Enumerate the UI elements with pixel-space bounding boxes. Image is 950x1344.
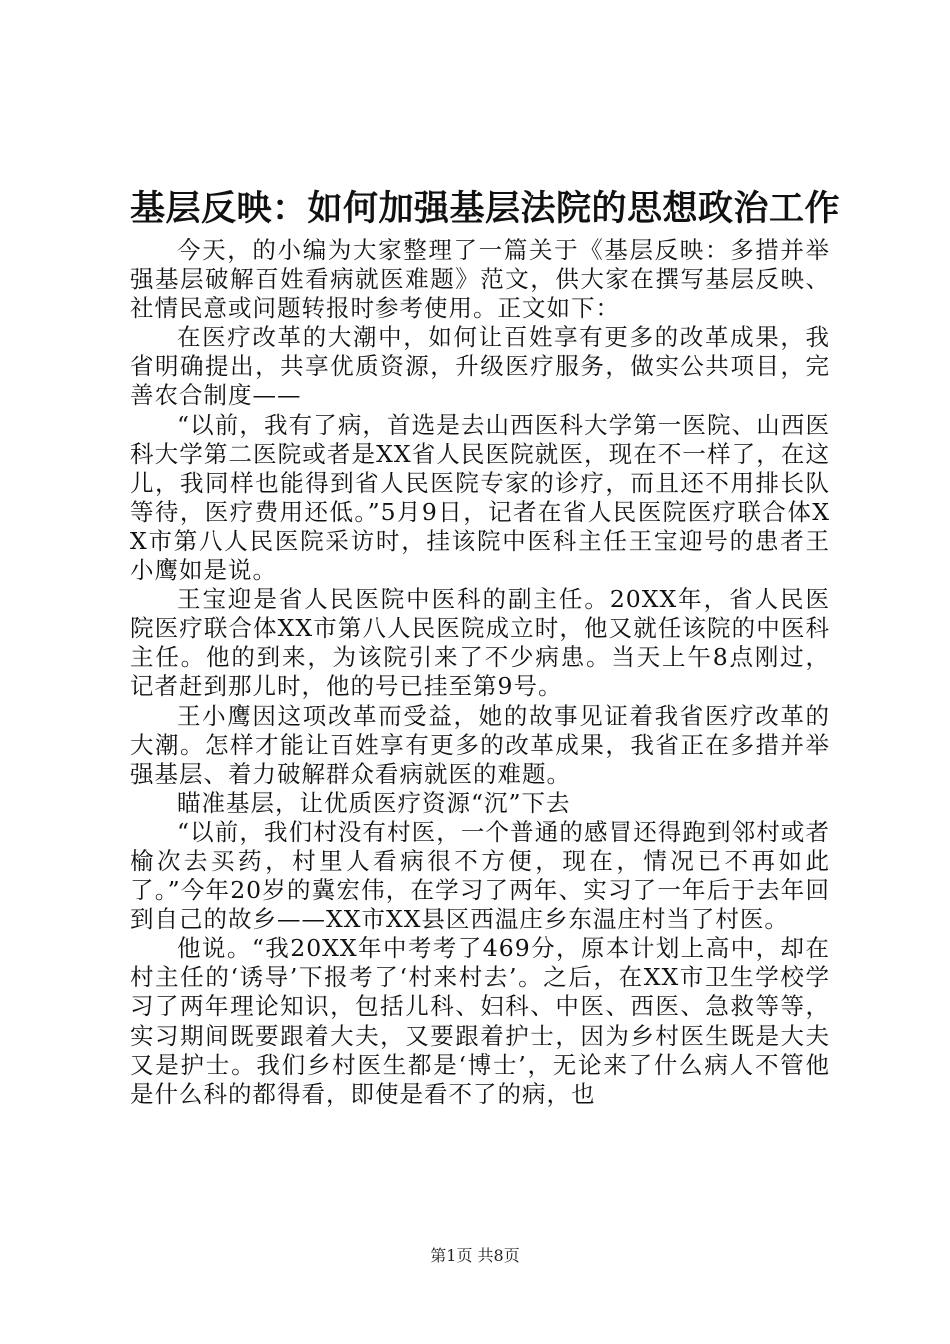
paragraph-4: 王宝迎是省人民医院中医科的副主任。20XX年，省人民医院医疗联合体XX市第八人民医院成立时，他又就任该院的中医科主任。他的到来，为该院引来了不少病患。当天上午8点刚过，记者赶到那儿时，他的号已挂至第9号。: [130, 585, 830, 701]
paragraph-8: 他说。“我20XX年中考考了469分，原本计划上高中，却在村主任的‘诱导’下报考了‘村来村去’。之后，在XX市卫生学校学习了两年理论知识，包括儿科、妇科、中医、西医、急救等等，实习期间既要跟着大夫，又要跟着护士，因为乡村医生既是大夫又是护士。我们乡村医生都是‘博士’，无论来了什么病人不管他是什么科的都得看，即使是看不了的病，也: [130, 934, 830, 1108]
section-heading: 瞄准基层，让优质医疗资源“沉”下去: [177, 788, 571, 817]
paragraph-7: “以前，我们村没有村医，一个普通的感冒还得跑到邻村或者榆次去买药，村里人看病很不方便，现在，情况已不再如此了。”今年20岁的冀宏伟，在学习了两年、实习了一年后于去年回到自己的故乡——XX市XX县区西温庄乡东温庄村当了村医。: [130, 817, 830, 934]
paragraph-3: “以前，我有了病，首选是去山西医科大学第一医院、山西医科大学第二医院或者是XX省人民医院就医，现在不一样了，在这儿，我同样也能得到省人民医院专家的诊疗，而且还不用排长队等待，医疗费用还低。”5月9日，记者在省人民医院医疗联合体XX市第八人民医院采访时，挂该院中医科主任王宝迎号的患者王小鹰如是说。: [130, 410, 830, 585]
document-title: 基层反映：如何加强基层法院的思想政治工作: [130, 188, 841, 229]
page-footer: 第1页 共8页: [430, 1246, 520, 1265]
paragraph-2: 在医疗改革的大潮中，如何让百姓享有更多的改革成果，我省明确提出，共享优质资源，升级医疗服务，做实公共项目，完善农合制度——: [130, 323, 830, 410]
document-body: [130, 236, 830, 1109]
paragraph-intro: 今天，的小编为大家整理了一篇关于《基层反映：多措并举强基层破解百姓看病就医难题》范文，供大家在撰写基层反映、社情民意或问题转报时参考使用。正文如下：: [130, 236, 830, 323]
paragraph-5: 王小鹰因这项改革而受益，她的故事见证着我省医疗改革的大潮。怎样才能让百姓享有更多的改革成果，我省正在多措并举强基层、着力破解群众看病就医的难题。: [130, 701, 830, 788]
